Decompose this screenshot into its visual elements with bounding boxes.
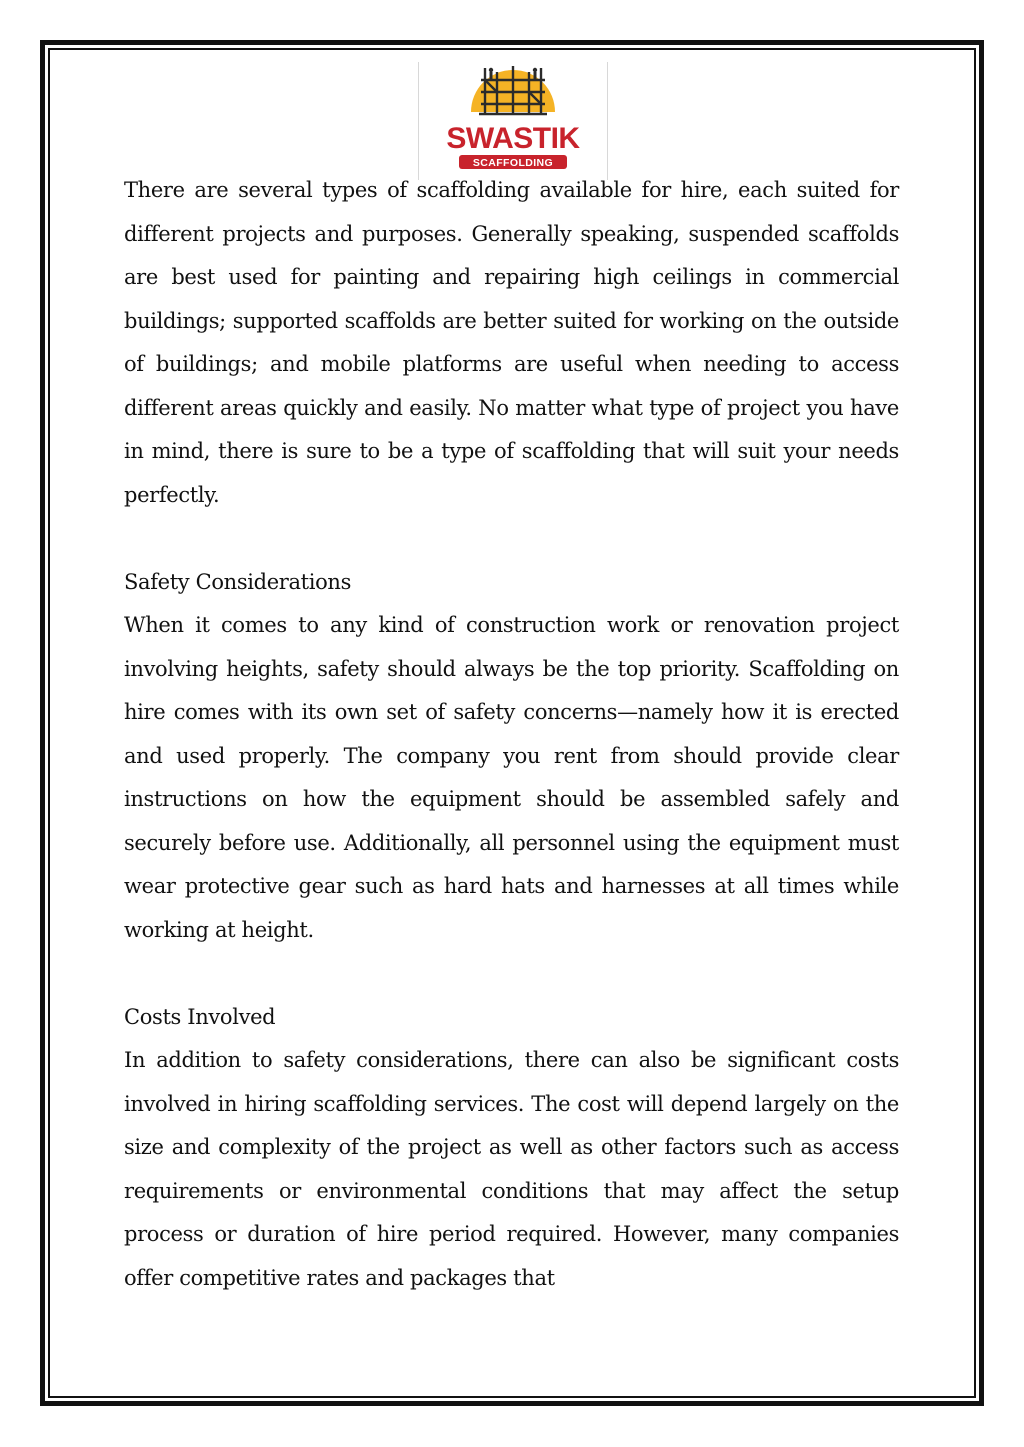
- safety-considerations-paragraph: When it comes to any kind of construction work or renovation project involving heights, safety should always be the top priority. Scaffolding on hire comes with its own set of safety concerns—namely how it is erected and used properly. The company you rent from should provide clear instructions on how the equipment should be assembled safely and securely before use. Additionally, all personnel using the equipment must wear protective gear such as hard hats and harnesses at all times while working at height.: [124, 613, 899, 942]
- logo-tagline: SCAFFOLDING: [472, 157, 554, 169]
- safety-considerations-heading: Safety Considerations: [124, 569, 351, 594]
- logo-graphic: [419, 62, 607, 178]
- costs-involved-heading: Costs Involved: [124, 1004, 276, 1029]
- logo-brand-word: SWASTIK: [446, 122, 580, 155]
- costs-involved-paragraph: In addition to safety considerations, there can also be significant costs involved in hiring scaffolding services. The cost will depend largely on the size and complexity of the project as well as other factors such as access requirements or environmental conditions that may affect the setup process or duration of hire period required. However, many companies offer competitive rates and packages that: [124, 1048, 899, 1290]
- document-body: [124, 169, 899, 1300]
- intro-paragraph: There are several types of scaffolding available for hire, each suited for different projects and purposes. Generally speaking, suspended scaffolds are best used for painting and repairing high ceilings in commercial buildings; supported scaffolds are better suited for working on the outside of buildings; and mobile platforms are useful when needing to access different areas quickly and easily. No matter what type of project you have in mind, there is sure to be a type of scaffolding that will suit your needs perfectly.: [124, 178, 899, 507]
- swastik-scaffolding-logo: [418, 62, 608, 180]
